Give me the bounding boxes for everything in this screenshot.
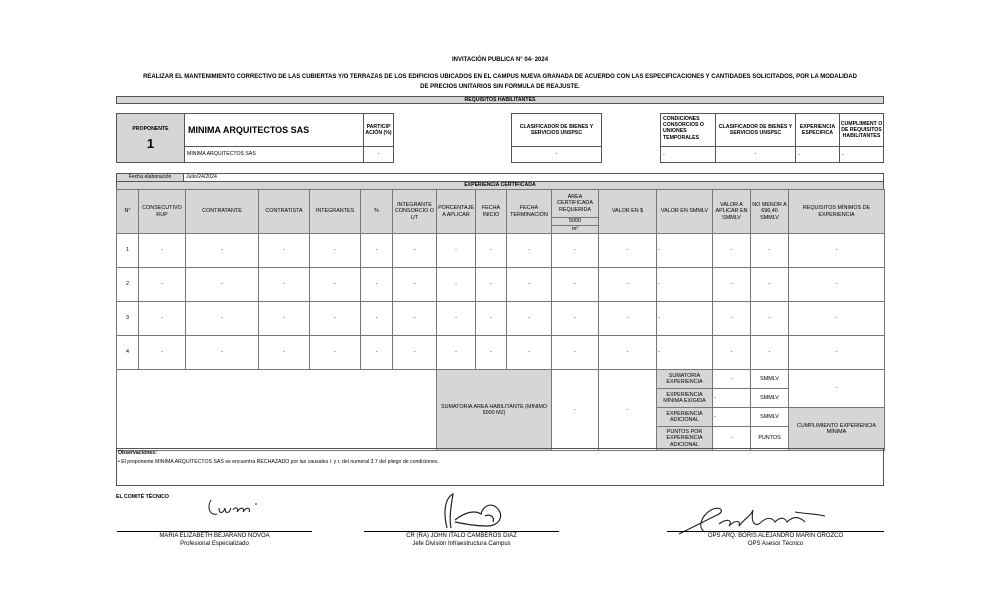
compliance-value: -: [839, 146, 884, 163]
summary-right-value: -: [789, 370, 885, 408]
signature-2-name: CR (RA) JOHN ITALO CAMBEROS DIAZ: [406, 533, 517, 539]
summary-line-label: EXPERIENCIA MÍNIMA EXIGIDA: [657, 389, 713, 408]
signature-1-name: MARIA ELIZABETH BEJARANO NOVOA: [159, 533, 270, 539]
summary-line-label: PUNTOS POR EXPERIENCIA ADICIONAL: [657, 427, 713, 451]
col-header-valor-smmlv: VALOR EN SMMLV: [657, 190, 713, 234]
compliance-label: CUMPLIMIENT O DE REQUISITOS HABILITANTES: [839, 113, 884, 147]
table-row: 1 - - - - - - - - - - - - - - -: [117, 234, 885, 268]
unspsc-label: CLASIFICADOR DE BIENES Y SERVICIOS UNSPSC: [511, 113, 602, 147]
summary-line-unit: SMMLV: [751, 370, 789, 389]
col-header-fecha-terminacion: FECHA TERMINACIÓN: [507, 190, 552, 234]
col-header-no: N°: [117, 190, 139, 234]
summary-line-value: -: [713, 370, 751, 389]
signature-3-role: OPS Asesor Técnico: [747, 541, 804, 547]
observations-box: [116, 448, 884, 486]
summary-line-unit: PUNTOS: [751, 427, 789, 451]
proponent-name: MINIMA ARQUITECTOS SAS: [188, 125, 310, 135]
proponent-name-box: [184, 113, 364, 147]
document-description-line2: DE PRECIOS UNITARIOS SIN FORMULA DE REAJUSTE.: [420, 84, 580, 90]
col-header-area-unit: m²: [552, 226, 599, 234]
row-number: 3: [117, 302, 139, 336]
experience-table: [116, 189, 885, 451]
summary-line-value: -: [713, 427, 751, 451]
col-header-fecha-inicio: FECHA INICIO: [476, 190, 507, 234]
experience-title: EXPERIENCIA CERTIFICADA: [116, 181, 884, 190]
summary-area-label: SUMATORIA AREA HABILITANTE (MINIMO 5000 M2): [437, 370, 552, 451]
proponent-number: 1: [146, 136, 155, 151]
committee-title: EL COMITÉ TÉCNICO: [116, 494, 169, 500]
col-header-no-menor: NO MENOR A 696,40 SMMLV: [751, 190, 789, 234]
date-value: Julio/24/2024: [183, 173, 884, 182]
date-label: Fecha elaboración: [116, 173, 184, 182]
col-header-requisitos: REQUISITOS MÍNIMOS DE EXPERIENCIA: [789, 190, 885, 234]
col-header-area: ÁREA CERTIFICADA REQUERIDA: [552, 190, 599, 218]
signature-3-name: OPS ARQ. BORIS ALEJANDRO MARIN OROZCO: [707, 533, 844, 539]
row-number: 2: [117, 268, 139, 302]
section-bar-requisitos: REQUISITOS HABILITANTES: [116, 96, 884, 104]
signature-2-line: [364, 531, 559, 532]
signature-2-role: Jefe División Infraestructura Campus: [412, 541, 511, 547]
summary-line-label: SUMATORIA EXPERIENCIA: [657, 370, 713, 389]
summary-area-value: -: [552, 370, 599, 451]
conditions-label: CONDICIONES CONSORCIOS O UNIONES TEMPORALES: [660, 113, 716, 147]
signature-3-line: [667, 531, 884, 532]
unspsc-value: -: [511, 146, 602, 163]
unspsc2-label: CLASIFICADOR DE BIENES Y SERVICIOS UNSPSC: [715, 113, 796, 147]
col-header-integrantes: INTEGRANTES: [310, 190, 361, 234]
proponent-name-small: MINIMA ARQUITECTOS SAS: [187, 151, 256, 158]
document-title: INVITACIÓN PUBLICA N° 04- 2024: [451, 57, 549, 63]
summary-line-value: -: [713, 408, 751, 427]
signature-1-line: [117, 531, 312, 532]
col-header-pct: %: [361, 190, 393, 234]
col-header-valor-pesos: VALOR EN $: [599, 190, 657, 234]
col-header-integrante-consorcio: INTEGRANTE CONSORCIO O UT: [393, 190, 437, 234]
proponent-name-small-box: [184, 146, 364, 163]
summary-line-unit: SMMLV: [751, 408, 789, 427]
table-row: 4 - - - - - - - - - - - - - - -: [117, 336, 885, 370]
specific-experience-label: EXPERIENCIA ESPECIFICA: [795, 113, 840, 147]
proponent-label: PROPONENTE: [132, 126, 169, 132]
summary-pesos-value: -: [599, 370, 657, 451]
row-number: 4: [117, 336, 139, 370]
summary-empty: [117, 370, 437, 451]
col-header-contratante: CONTRATANTE: [186, 190, 259, 234]
summary-line-label: EXPERIENCIA ADICIONAL: [657, 408, 713, 427]
table-row: 3 - - - - - - - - - - - - - - -: [117, 302, 885, 336]
proponent-label-box: [116, 113, 185, 163]
summary-compliance-label: CUMPLIMIENTO EXPERIENCIA MÍNIMA: [789, 408, 885, 451]
unspsc2-value: -: [715, 146, 796, 163]
observations-title: Observaciones:: [118, 450, 157, 456]
col-header-contratista: CONTRATISTA: [259, 190, 310, 234]
participation-label: PARTICIP ACIÓN (%): [363, 113, 394, 147]
col-header-area-value: 5000: [552, 218, 599, 226]
document-description-line1: REALIZAR EL MANTENIMIENTO CORRECTIVO DE LAS CUBIERTAS Y/O TERRAZAS DE LOS EDIFICIOS UBICADOS EN EL CAMPUS NUEVA GRANADA DE ACUERDO CON LAS ESPECIFICACIONES Y CANTIDADES SOLICITADOS, POR LA MODALIDAD: [143, 74, 857, 80]
observations-text: • El proponente MINIMA ARQUITECTOS SAS se encuentra RECHAZADO por las causales l. y r. del numeral 3.7 del pliego de condiciones.: [118, 459, 439, 465]
signature-2-image: [425, 492, 525, 532]
row-number: 1: [117, 234, 139, 268]
summary-line-value: -: [713, 389, 751, 408]
summary-line-unit: SMMLV: [751, 389, 789, 408]
signature-1-image: [205, 496, 265, 521]
conditions-value: -: [660, 146, 716, 163]
col-header-consecutivo: CONSECUTIVO RUP: [139, 190, 186, 234]
col-header-porcentaje: PORCENTAJE A APLICAR: [437, 190, 476, 234]
signature-1-role: Profesional Especializado: [180, 541, 249, 547]
participation-value: -: [363, 146, 394, 163]
table-row: 2 - - - - - - - - - - - - - - -: [117, 268, 885, 302]
specific-experience-value: -: [795, 146, 840, 163]
col-header-valor-aplicar: VALOR A APLICAR EN SMMLV: [713, 190, 751, 234]
